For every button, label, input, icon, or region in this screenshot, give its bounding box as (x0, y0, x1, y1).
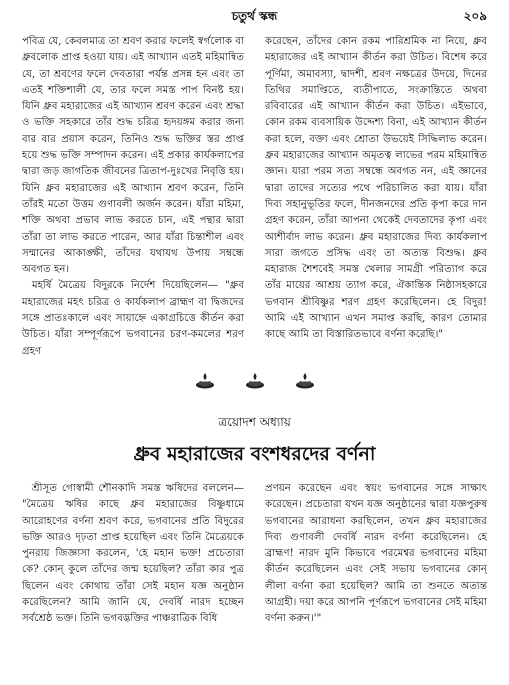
bottom-left-column (22, 481, 244, 681)
section-ornaments (0, 372, 509, 394)
bottom-right-column (265, 481, 487, 681)
chapter-title: ধ্রুব মহারাজের বংশধরদের বর্ণনা (133, 443, 376, 465)
top-left-column (22, 34, 244, 364)
running-title: চতুর্থ স্কন্ধ (231, 9, 278, 23)
paragraph: করেছেন, তাঁদের কোন রকম পারিশ্রমিক না নিয়ে, ধ্রুব মহারাজের এই আখ্যান কীর্তন করা উচিত। বিশেষ করে পূর্ণিমা, অমাবস্যা, দ্বাদশী, শ্রবণ নক্ষত্রের উদয়ে, দিনের তিথির সমাপ্তিতে, ব্যতীপাতে, সংক্রান্তিতে অথবা রবিবারের এই আখ্যান কীর্তন করা উচিত। এইভাবে, কোন রকম ব্যবসায়িক উদ্দেশ্য বিনা, এই আখ্যান কীর্তন করা হলে, বক্তা এবং শ্রোতা উভয়েই সিদ্ধিলাভ করেন। ধ্রুব মহারাজের আখ্যান অমৃতত্ব লাভের পরম মহিমান্বিত জ্ঞান। যারা পরম সত্য সম্বন্ধে অবগত নন, এই জ্ঞানের দ্বারা তাদের সত্যের পথে পরিচালিত করা যায়। যাঁরা দিব্য সহানুভূতির ফলে, দীনজনদের প্রতি কৃপা করে দান গ্রহণ করেন, তাঁরা আপনা থেকেই দেবতাদের কৃপা এবং আশীর্বাদ লাভ করেন। ধ্রুব মহারাজের দিব্য কার্যকলাপ সারা জগতে প্রসিদ্ধ এবং তা অত্যন্ত বিশুদ্ধ। ধ্রুব মহারাজ শৈশবেই সমস্ত খেলার সামগ্রী পরিত্যাগ করে তাঁর মায়ের আশ্রয় ত্যাগ করে, ঐকান্তিক নিষ্ঠাসহকারে ভগবান শ্রীবিষ্ণুর শরণ গ্রহণ করেছিলেন। হে বিদুর! আমি এই আখ্যান এখন সমাপ্ত করছি, কারণ তোমার কাছে আমি তা বিস্তারিতভাবে বর্ণনা করেছি।" (265, 36, 487, 341)
lamp-ornament-icon (194, 372, 216, 390)
page-header (0, 8, 509, 28)
chapter-label: ত্রয়োদশ অধ্যায় (218, 415, 291, 429)
page-number: ২০৯ (463, 9, 487, 23)
paragraph: পবিত্র যে, কেবলমাত্র তা শ্রবণ করার ফলেই স্বর্গলোক বা ধ্রুবলোক প্রাপ্ত হওয়া যায়। এই আখ্যান এতই মহিমান্বিত যে, তা শ্রবণের ফলে দেবতারা পর্যন্ত প্রসন্ন হন এবং তা এতই শক্তিশালী যে, তার ফলে সমস্ত পাপ বিনষ্ট হয়। যিনি ধ্রুব মহারাজের এই আখ্যান শ্রবণ করেন এবং শ্রদ্ধা ও ভক্তি সহকারে তাঁর শুদ্ধ চরিত্র হৃদয়ঙ্গম করার জন্য বার বার প্রয়াস করেন, তিনিও শুদ্ধ ভক্তির স্তর প্রাপ্ত হয়ে শুদ্ধ ভক্তি সম্পাদন করেন। এই প্রকার কার্যকলাপের দ্বারা জড় জাগতিক জীবনের ত্রিতাপ-দুঃখের নিবৃত্তি হয়। যিনি ধ্রুব মহারাজের এই আখ্যান শ্রবণ করেন, তিনি তাঁরই মতো উত্তম গুণাবলী অর্জন করেন। যাঁরা মহিমা, শক্তি অথবা প্রভাব লাভ করতে চান, এই পন্থার দ্বারা তাঁরা তা লাভ করতে পারেন, আর যাঁরা চিন্তাশীল এবং সম্মানের আকাঙ্ক্ষী, তাঁদের যথাযথ উপায় সম্বন্ধে অবগত হন। (22, 36, 244, 276)
paragraph: শ্রীসূত গোস্বামী শৌনকাদি সমস্ত ঋষিদের বললেন— "মৈত্রেয় ঋষির কাছে ধ্রুব মহারাজের বিষ্ণুধামে আরোহণের বর্ণনা শ্রবণ করে, ভগবানের প্রতি বিদুরের ভক্তি আরও দৃঢ়তা প্রাপ্ত হয়েছিল এবং তিনি মৈত্রেয়কে পুনরায় জিজ্ঞাসা করলেন, 'হে মহান ভক্ত! প্রচেতারা কে? কোন্ কুলে তাঁদের জন্ম হয়েছিল? তাঁরা কার পুত্র ছিলেন এবং কোথায় তাঁরা সেই মহান যজ্ঞ অনুষ্ঠান করেছিলেন? আমি জানি যে, দেবর্ষি নারদ হচ্ছেন সর্বশ্রেষ্ঠ ভক্ত। তিনি ভগবদ্ভক্তির পাঞ্চরাত্রিক বিধি (22, 483, 244, 625)
lamp-ornament-icon (294, 372, 316, 390)
lamp-ornament-icon (244, 372, 266, 390)
paragraph: মহর্ষি মৈত্রেয় বিদুরকে নির্দেশ দিয়েছিলেন— "ধ্রুব মহারাজের মহৎ চরিত্র ও কার্যকলাপ ব্রাহ্মণ বা দ্বিজদের সঙ্গে প্রাতঃকালে এবং সায়াহ্নে একাগ্রচিত্তে কীর্তন করা উচিত। যাঁরা সম্পূর্ণরূপে ভগবানের চরণ-কমলের শরণ গ্রহণ (22, 280, 244, 357)
paragraph: প্রণয়ন করেছেন এবং স্বয়ং ভগবানের সঙ্গে সাক্ষাৎ করেছেন। প্রচেতারা যখন যজ্ঞ অনুষ্ঠানের দ্বারা যজ্ঞপুরুষ ভগবানের আরাধনা করছিলেন, তখন ধ্রুব মহারাজের দিব্য গুণাবলী দেবর্ষি নারদ বর্ণনা করেছিলেন। হে ব্রাহ্মণ! নারদ মুনি কিভাবে পরমেশ্বর ভগবানের মহিমা কীর্তন করেছিলেন এবং সেই সভায় ভগবানের কোন্ লীলা বর্ণনা করা হয়েছিল? আমি তা শুনতে অত্যন্ত আগ্রহী। দয়া করে আপনি পূর্ণরূপে ভগবানের সেই মহিমা বর্ণনা করুন।'" (265, 483, 487, 625)
top-right-column (265, 34, 487, 364)
